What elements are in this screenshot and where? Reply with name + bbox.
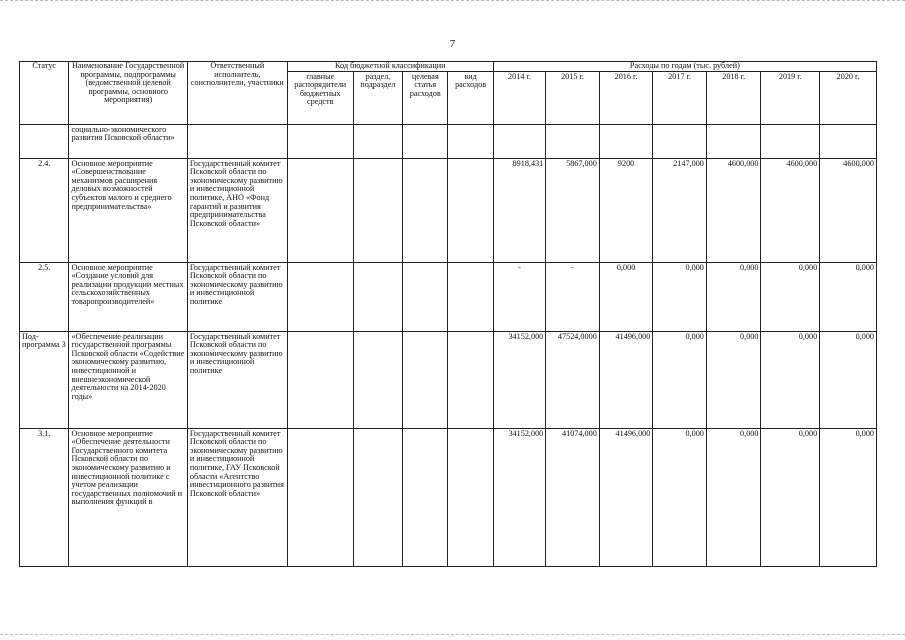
row-code-cell [287, 158, 353, 262]
header-year: 2018 г. [706, 71, 761, 124]
row-value: 0,000 [706, 331, 761, 428]
table-row [20, 158, 877, 262]
row-status: 3.1. [20, 428, 69, 566]
row-status: 2.5. [20, 262, 69, 331]
row-code-cell [287, 262, 353, 331]
header-year: 2015 г. [546, 71, 600, 124]
row-value: 0,000 [761, 262, 820, 331]
row-value [546, 124, 600, 158]
row-value: 5867,000 [546, 158, 600, 262]
row-value: 0,000 [820, 331, 877, 428]
row-value: 0,000 [820, 428, 877, 566]
header-year: 2020 г. [820, 71, 877, 124]
row-value: - [546, 262, 600, 331]
row-value: 4600,000 [820, 158, 877, 262]
row-status: Под-программа 3 [20, 331, 69, 428]
row-name: Основное мероприятие «Создание условий для реализации продукции местных сельскохозяйственных товаропроизводителей» [69, 262, 187, 331]
row-executor: Государственный комитет Псковской области по экономическому развитию и инвестиционной политике, АНО «Фонд гарантий и развития предпринимательства Псковской области» [187, 158, 287, 262]
row-code-cell [403, 262, 448, 331]
row-name: социально-экономического развития Псковской области» [69, 124, 187, 158]
row-value: 0,000 [599, 262, 653, 331]
row-value [820, 124, 877, 158]
header-code-col: целевая статья расходов [403, 71, 448, 124]
row-code-cell [403, 158, 448, 262]
row-code-cell [448, 262, 493, 331]
header-name: Наименование Государственной программы, подпрограммы (ведомственной целевой программы, основного мероприятия) [69, 62, 187, 125]
row-code-cell [403, 331, 448, 428]
row-code-cell [353, 158, 402, 262]
row-value: 0,000 [706, 428, 761, 566]
row-code-cell [448, 331, 493, 428]
row-value: 0,000 [820, 262, 877, 331]
row-value: 4600,000 [706, 158, 761, 262]
header-code-col: главные распорядители бюджетных средств [287, 71, 353, 124]
header-year: 2017 г. [653, 71, 707, 124]
row-value [599, 124, 653, 158]
row-value: 41496,000 [599, 428, 653, 566]
header-row-1 [20, 62, 877, 72]
scan-edge-bottom [0, 634, 905, 639]
header-year: 2019 г. [761, 71, 820, 124]
row-code-cell [353, 428, 402, 566]
row-status: 2.4. [20, 158, 69, 262]
header-status: Статус [20, 62, 69, 125]
header-year: 2016 г. [599, 71, 653, 124]
row-value: 0,000 [653, 262, 707, 331]
scan-edge-top [0, 0, 905, 3]
row-value: 0,000 [653, 331, 707, 428]
budget-table [19, 61, 877, 567]
row-value: 8918,431 [493, 158, 546, 262]
row-code-cell [448, 124, 493, 158]
row-code-cell [353, 124, 402, 158]
row-value: 9200 [599, 158, 653, 262]
row-code-cell [287, 124, 353, 158]
row-value: 2147,000 [653, 158, 707, 262]
row-executor: Государственный комитет Псковской области по экономическому развитию и инвестиционной политике, ГАУ Псковской области «Агентство инвестиционного развития Псковской области» [187, 428, 287, 566]
row-name: «Обеспечение реализации государственной программы Псковской области «Содействие экономическому развитию, инвестиционной и внешнеэкономической деятельности на 2014-2020 годы» [69, 331, 187, 428]
row-code-cell [287, 428, 353, 566]
row-value: 47524,0000 [546, 331, 600, 428]
row-name: Основное мероприятие «Обеспечение деятельности Государственного комитета Псковской области по экономическому развитию и инвестиционной политике с учетом реализации государственных полномочий и выполнения функций в [69, 428, 187, 566]
row-value: 0,000 [706, 262, 761, 331]
row-value: 4600,000 [761, 158, 820, 262]
row-executor [187, 124, 287, 158]
row-code-cell [403, 124, 448, 158]
row-code-cell [403, 428, 448, 566]
row-name: Основное мероприятие «Совершенствование механизмов расширения деловых возможностей субъектов малого и среднего предпринимательства» [69, 158, 187, 262]
page-number: 7 [449, 38, 456, 50]
row-value [493, 124, 546, 158]
header-year: 2014 г. [493, 71, 546, 124]
row-code-cell [353, 262, 402, 331]
row-executor: Государственный комитет Псковской области по экономическому развитию и инвестиционной политике [187, 331, 287, 428]
row-code-cell [448, 158, 493, 262]
table-row [20, 331, 877, 428]
row-value: 0,000 [761, 331, 820, 428]
row-value: 34152,000 [493, 331, 546, 428]
header-code-col: вид расходов [448, 71, 493, 124]
row-value [761, 124, 820, 158]
row-value: 34152,000 [493, 428, 546, 566]
row-value: - [493, 262, 546, 331]
header-code-col: раздел, подраздел [353, 71, 402, 124]
row-value: 41074,000 [546, 428, 600, 566]
table-row [20, 428, 877, 566]
header-budget-code: Код бюджетной классификации [287, 62, 493, 72]
row-value: 0,000 [653, 428, 707, 566]
row-executor: Государственный комитет Псковской области по экономическому развитию и инвестиционной политике [187, 262, 287, 331]
row-value [706, 124, 761, 158]
row-code-cell [353, 331, 402, 428]
table-row [20, 124, 877, 158]
header-expenses: Расходы по годам (тыс. рублей) [493, 62, 876, 72]
row-code-cell [448, 428, 493, 566]
table-row [20, 262, 877, 331]
row-value [653, 124, 707, 158]
header-executor: Ответственный исполнитель, соисполнители, участники [187, 62, 287, 125]
row-status [20, 124, 69, 158]
row-value: 0,000 [761, 428, 820, 566]
row-value: 41496,000 [599, 331, 653, 428]
row-code-cell [287, 331, 353, 428]
